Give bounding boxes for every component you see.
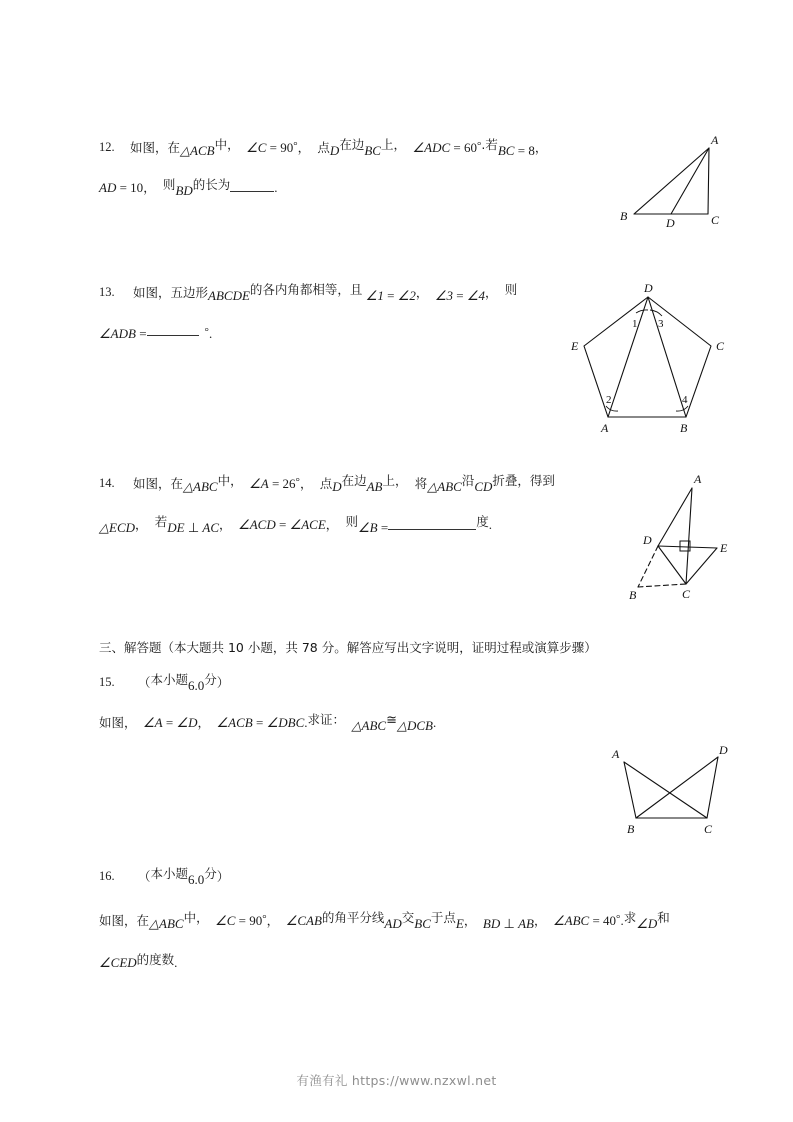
figure-15-label-D: D	[719, 743, 728, 757]
figure-problem-13	[570, 280, 735, 435]
problem-16-line-2: ∠CED的度数.	[99, 952, 178, 970]
problem-16-line-1: 如图，在△ABC中， ∠C = 90°， ∠CAB的角平分线AD交BC于点E， BD ⊥ AB， ∠ABC = 40°.求∠D和	[99, 910, 670, 931]
footer-watermark: 有渔有礼 https://www.nzxwl.net	[296, 1073, 497, 1088]
figure-14-label-D: D	[643, 533, 652, 547]
figure-14-label-C: C	[682, 587, 691, 601]
figure-13-angle-4: 4	[682, 394, 688, 406]
problem-15-number: 15.	[99, 675, 115, 689]
section-heading: 三、解答题（本大题共 10 小题，共 78 分。解答应写出文字说明，证明过程或演算步骤）	[99, 640, 597, 655]
figure-15-label-B: B	[627, 822, 635, 836]
problem-13-line-1: 如图，五边形ABCDE的各内角都相等，且 ∠1 = ∠2， ∠3 = ∠4， 则	[133, 282, 518, 303]
figure-12-label-B: B	[620, 209, 628, 223]
problem-13-number: 13.	[99, 285, 115, 299]
problem-14-line-2: △ECD， 若DE ⊥ AC， ∠ACD = ∠ACE， 则∠B = 度.	[99, 514, 492, 535]
figure-15-label-C: C	[704, 822, 713, 836]
figure-problem-12	[608, 132, 738, 237]
figure-12-label-A: A	[711, 133, 719, 147]
figure-problem-14	[612, 470, 737, 600]
figure-13-label-A: A	[601, 421, 609, 435]
figure-14-label-A: A	[694, 472, 702, 486]
problem-16-points-note: （本小题6.0分）	[138, 866, 230, 887]
problem-16-number: 16.	[99, 869, 115, 883]
problem-15-points-note: （本小题6.0分）	[138, 672, 230, 693]
figure-13-angle-3: 3	[658, 318, 664, 330]
problem-12-line-2: AD = 10， 则BD的长为 .	[99, 177, 278, 198]
problem-14-line-1: 如图，在△ABC中， ∠A = 26°， 点D在边AB上， 将△ABC沿CD折叠，得到	[133, 473, 555, 494]
figure-12-label-D: D	[666, 216, 675, 230]
figure-13-label-E: E	[571, 339, 579, 353]
figure-13-label-B: B	[680, 421, 688, 435]
problem-15-line-1: 如图， ∠A = ∠D， ∠ACB = ∠DBC.求证： △ABC≅△DCB.	[99, 712, 437, 733]
problem-14-number: 14.	[99, 476, 115, 490]
figure-13-angle-1: 1	[632, 318, 638, 330]
problem-12-number: 12.	[99, 140, 115, 154]
figure-15-label-A: A	[612, 747, 620, 761]
figure-14-label-B: B	[629, 588, 637, 602]
figure-problem-15	[608, 742, 733, 837]
figure-13-angle-2: 2	[606, 394, 612, 406]
problem-12-line-1: 如图，在△ACB中， ∠C = 90°， 点D在边BC上， ∠ADC = 60°.若BC = 8，	[130, 137, 548, 158]
figure-12-label-C: C	[711, 213, 720, 227]
figure-13-label-C: C	[716, 339, 725, 353]
figure-13-label-D: D	[644, 281, 653, 295]
figure-14-label-E: E	[720, 541, 728, 555]
problem-13-line-2: ∠ADB = °.	[99, 326, 213, 341]
